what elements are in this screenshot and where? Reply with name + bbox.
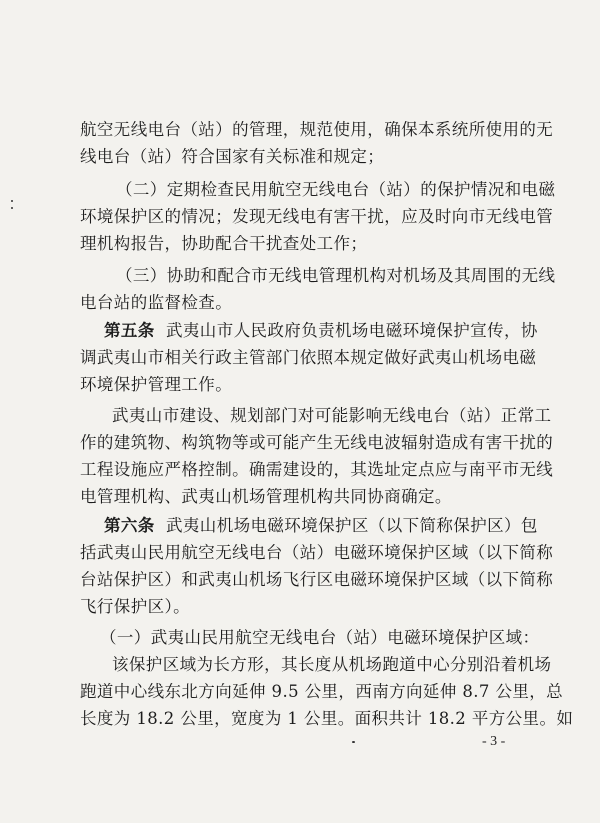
text-line: （三）协助和配合市无线电管理机构对机场及其周围的无线 — [116, 266, 556, 285]
scan-speck — [352, 741, 355, 743]
text-line: 台站保护区）和武夷山机场飞行区电磁环境保护区域（以下简称 — [80, 570, 554, 589]
page-number: - 3 - — [482, 734, 506, 749]
text-line: 括武夷山民用航空无线电台（站）电磁环境保护区域（以下简称 — [80, 543, 554, 562]
text-line: 跑道中心线东北方向延伸 9.5 公里，西南方向延伸 8.7 公里，总 — [80, 682, 564, 701]
text-line: 作的建筑物、构筑物等或可能产生无线电波辐射造成有害干扰的 — [80, 433, 554, 452]
article-5-first-line: 第五条 武夷山市人民政府负责机场电磁环境保护宣传，协 — [104, 321, 538, 340]
text-line: （一）武夷山民用航空无线电台（站）电磁环境保护区域： — [100, 628, 540, 647]
article-5-label: 第五条 — [104, 321, 155, 340]
text-line: 长度为 18.2 公里，宽度为 1 公里。面积共计 18.2 平方公里。如 — [80, 709, 574, 728]
text-line: 飞行保护区）。 — [80, 597, 191, 616]
scan-speck — [11, 207, 13, 209]
text-line: 调武夷山市相关行政主管部门依照本规定做好武夷山机场电磁 — [80, 348, 537, 367]
text-line: 环境保护管理工作。 — [80, 375, 233, 394]
text-line: 武夷山市建设、规划部门对可能影响无线电台（站）正常工 — [112, 406, 552, 425]
text-line: 该保护区域为长方形，其长度从机场跑道中心分别沿着机场 — [112, 655, 552, 674]
article-6-first-line: 第六条 武夷山机场电磁环境保护区（以下简称保护区）包 — [104, 516, 538, 535]
scan-speck — [11, 200, 13, 202]
text-line: （二）定期检查民用航空无线电台（站）的保护情况和电磁 — [116, 180, 556, 199]
article-6-label: 第六条 — [104, 516, 155, 535]
text-line: 环境保护区的情况；发现无线电有害干扰，应及时向市无线电管 — [80, 207, 554, 226]
text-line: 工程设施应严格控制。确需建设的，其选址定点应与南平市无线 — [80, 460, 554, 479]
text-line: 航空无线电台（站）的管理，规范使用，确保本系统所使用的无 — [80, 120, 554, 139]
text-line: 线电台（站）符合国家有关标准和规定； — [80, 147, 385, 166]
text-line: 理机构报告，协助配合干扰查处工作； — [80, 234, 368, 253]
text-line: 电管理机构、武夷山机场管理机构共同协商确定。 — [80, 487, 452, 506]
text-line: 电台站的监督检查。 — [80, 293, 233, 312]
